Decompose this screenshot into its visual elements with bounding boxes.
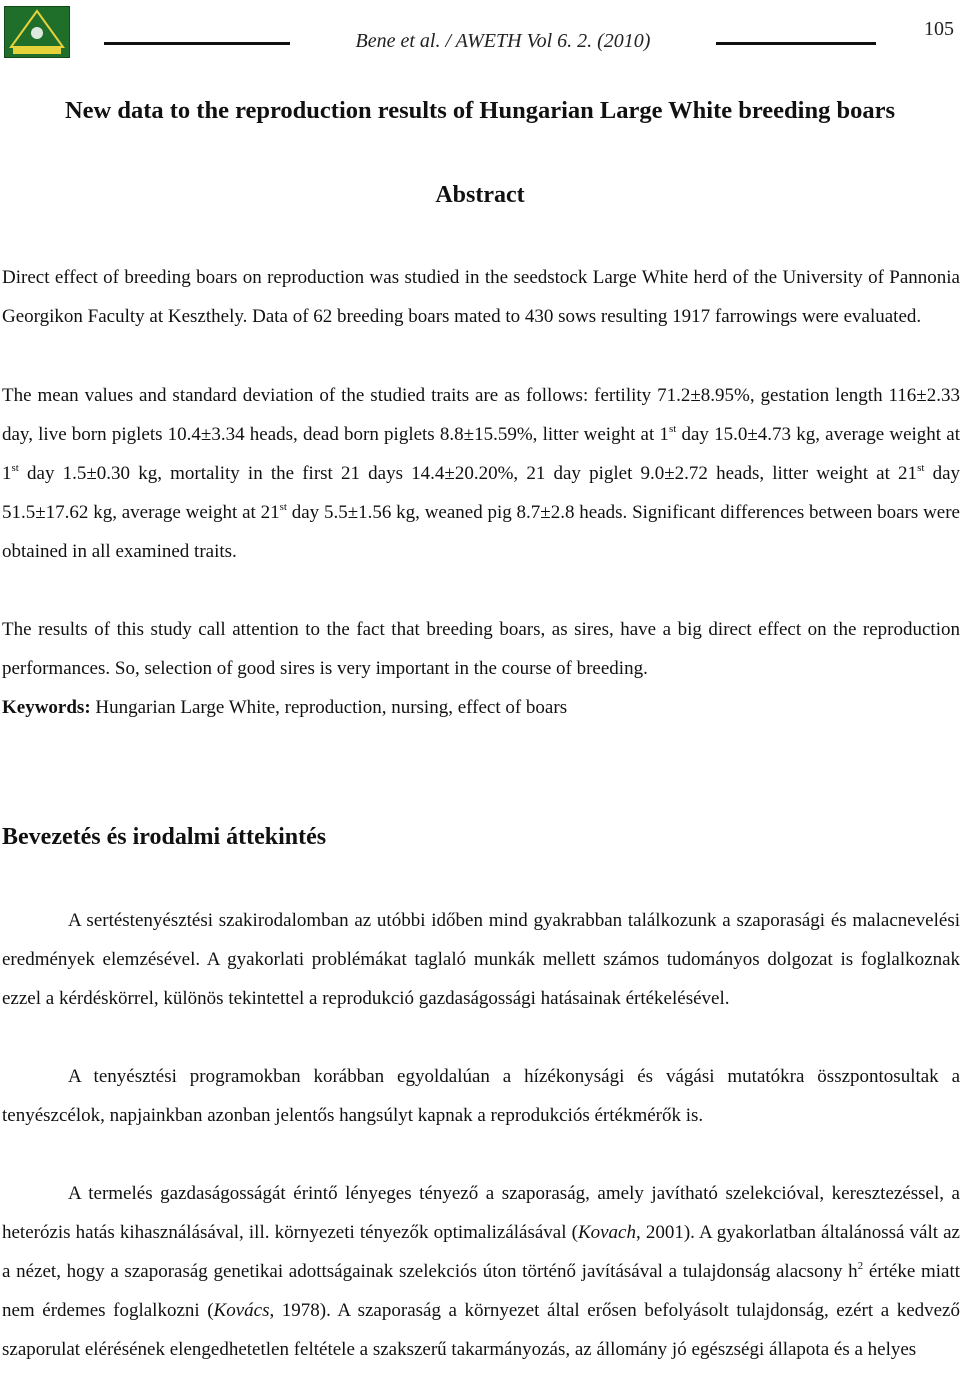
section-text: , 2001). A gyakorlatban általánossá vált az a nézet, hogy a szaporaság genetikai adottságainak szelekciós úton történő javításával a tulajdonság alacsony h — [2, 1222, 960, 1282]
header-rule-right — [716, 42, 876, 45]
abstract-text: day 1.5±0.30 kg, mortality in the first 21 days 14.4±20.20%, 21 day piglet 9.0±2.72 heads, litter weight at 21 — [18, 463, 918, 484]
abstract-text: The mean values and standard deviation of the studied traits are as follows: fertility 71.2±8.95%, gestation length 116±2.33 day, live born piglets 10.4±3.34 heads, dead born piglets 8.8±15.59%, litter weight at 1 — [2, 385, 960, 445]
section-paragraph-3 — [2, 1174, 960, 1369]
citation: Kovács — [213, 1300, 270, 1321]
abstract-paragraph-1: Direct effect of breeding boars on reproduction was studied in the seedstock Large White herd of the University of Pannonia Georgikon Faculty at Keszthely. Data of 62 breeding boars mated to 430 sows resulting 1917 farrowings were evaluated. — [2, 267, 960, 327]
section-paragraph-2: A tenyésztési programokban korábban egyoldalúan a hízékonysági és vágási mutatókra összpontosultak a tenyészcélok, napjainkban azonban jelentős hangsúlyt kapnak a reprodukciós értékmérők is. — [2, 1066, 960, 1126]
page-number: 105 — [924, 18, 954, 40]
abstract-text: day 51.5±17.62 kg, average weight at 21 — [2, 463, 960, 523]
citation: Kovach — [577, 1222, 636, 1243]
running-head: Bene et al. / AWETH Vol 6. 2. (2010) — [355, 30, 651, 52]
abstract-paragraph-2 — [2, 376, 960, 571]
abstract-paragraph-3: The results of this study call attention to the fact that breeding boars, as sires, have a big direct effect on the reproduction performances. So, selection of good sires is very important in the course of breeding. — [2, 619, 960, 679]
abstract-heading: Abstract — [435, 182, 525, 208]
keywords-text: Hungarian Large White, reproduction, nursing, effect of boars — [90, 697, 568, 718]
superscript: st — [917, 462, 925, 474]
section-text: értéke miatt nem érdemes foglalkozni ( — [2, 1261, 960, 1321]
section-heading: Bevezetés és irodalmi áttekintés — [2, 824, 327, 850]
section-text: , 1978). A szaporaság a környezet által erősen befolyásolt tulajdonság, ezért a kedvező szaporulat elérésének elengedhetetlen feltétele a szakszerű takarmányozás, az állomány jó egészségi állapota és a helyes — [2, 1300, 960, 1360]
superscript: st — [668, 423, 677, 435]
keywords-line — [2, 688, 960, 727]
superscript: 2 — [857, 1260, 864, 1272]
superscript: st — [11, 462, 19, 474]
abstract-text: day 15.0±4.73 kg, average weight at 1 — [2, 424, 960, 484]
header-rule-left — [104, 42, 290, 45]
abstract-text: day 5.5±1.56 kg, weaned pig 8.7±2.8 heads. Significant differences between boars were obtained in all examined traits. — [2, 502, 960, 562]
superscript: st — [279, 501, 287, 513]
section-paragraph-1: A sertéstenyésztési szakirodalomban az utóbbi időben mind gyakrabban találkozunk a szaporasági és malacnevelési eredmények elemzésével. A gyakorlati problémákat taglaló munkák mellett számos tudományos dolgozat is foglalkoznak ezzel a kérdéskörrel, különös tekintettel a reprodukció gazdaságossági hatásainak értékelésével. — [2, 910, 960, 1009]
section-text: A termelés gazdaságosságát érintő lényeges tényező a szaporaság, amely javítható szelekcióval, keresztezéssel, a heterózis hatás kihasználásával, ill. környezeti tényezők optimalizálásával ( — [2, 1183, 960, 1243]
journal-logo-icon — [4, 6, 70, 58]
keywords-label: Keywords: — [2, 697, 91, 718]
paper-title: New data to the reproduction results of Hungarian Large White breeding boars — [64, 97, 896, 124]
logo-graphic — [5, 7, 69, 57]
page-header — [0, 0, 960, 60]
